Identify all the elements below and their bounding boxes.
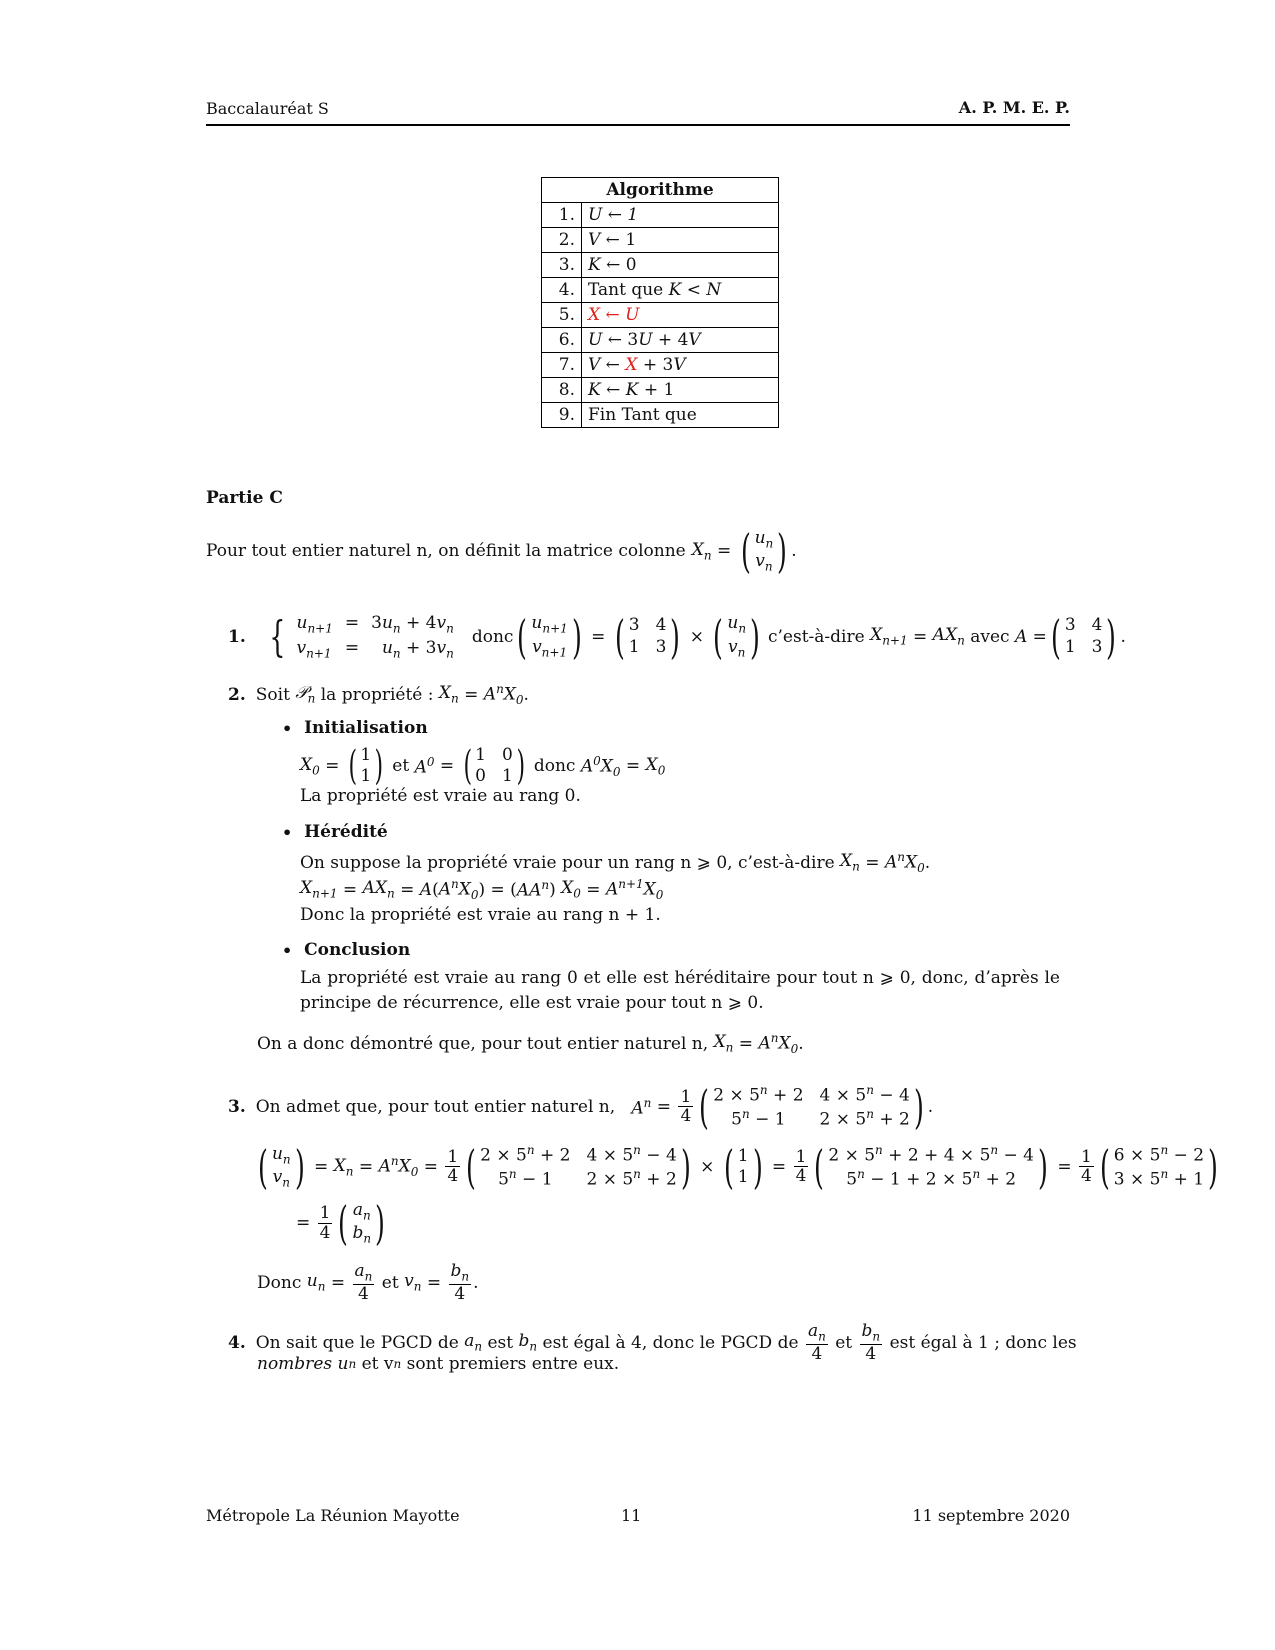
heredity-line-2: $X_{n+1}$ = $AX_n$ = A ( $A^nX_0$ ) = ( $AA^n$ ) $X_0$ = $A^{n+1}X_0$ <box>300 877 664 903</box>
algorithm-title: Algorithme <box>542 178 779 203</box>
q2-final: On a donc démontré que, pour tout entier naturel n, $X_n$ = $A^nX_0$ . <box>257 1031 804 1057</box>
row-code: V ← 1 <box>582 228 779 253</box>
q4-text-e: est égal à 1 ; donc les <box>889 1332 1077 1353</box>
section-title: Partie C <box>206 488 283 508</box>
footer-right: 11 septembre 2020 <box>912 1506 1070 1525</box>
conclusion-line-2: principe de récurrence, elle est vraie pour tout n ⩾ 0. <box>300 993 764 1013</box>
donc-text: Donc <box>257 1272 302 1293</box>
cad-text: c’est-à-dire <box>768 626 865 647</box>
heredity-heading: • Hérédité <box>282 822 388 842</box>
row-code: U ← 3U + 4V <box>582 328 779 353</box>
footer-left: Métropole La Réunion Mayotte <box>206 1506 460 1525</box>
q-number: 4. <box>228 1332 246 1353</box>
intro-text: Pour tout entier naturel n, on définit la matrice colonne <box>206 541 686 562</box>
header-left: Baccalauréat S <box>206 99 329 118</box>
q4-text-d: et <box>835 1332 853 1353</box>
question-2: 2. Soit 𝒫$_n$ la propriété : $X_n$ = $A^nX_0$ . <box>228 682 529 708</box>
q3-derivation: ( $u_n$ $v_n$ ) = $X_n$ = $A^nX_0$ = $\frac{1}{4}$ ( $2 \times 5^n + 2$ $4 \times 5^n - 4$ $5^n - 1$ $2 \times 5^n + 2$ ) × ( 1 1 ) = $\frac{1}{4}$ ( $2 \times 5^n + 2 + 4 \times 5^n - 4$ $5^n - 1 + 2 \times 5^n + 2$ ) = $\frac{1}{4}$ ( $6 \times 5^n - 2$ $3 \times 5^n + 1$ ) <box>258 1139 1219 1194</box>
table-row <box>542 378 779 403</box>
q3-result: Donc $u_n$ = $\frac{a_n}{4}$ et $v_n$ = $\frac{b_n}{4}$ . <box>257 1261 479 1304</box>
conclusion-heading: • Conclusion <box>282 940 411 960</box>
q4-text-2: nombres u <box>257 1354 349 1374</box>
question-1: 1. { $u_{n+1}$ = $3u_n + 4v_n$ $v_{n+1}$ = $u_n + 3v_n$ donc ( $u_{n+1}$ $v_{n+1}$ ) = ( 3 4 1 3 ) × ( $u_n$ $v_n$ ) c’est-à-dire $X_{n+1}$ = $AX_n$ avec A = ( 3 4 1 3 ) . <box>228 609 1126 664</box>
row-code: Fin Tant que <box>582 403 779 428</box>
row-number: 4. <box>542 278 582 303</box>
row-code: X ← U <box>582 303 779 328</box>
table-row <box>542 203 779 228</box>
final-text: On a donc démontré que, pour tout entier naturel n, <box>257 1033 709 1054</box>
question-4-line-2: nombres u n et v n sont premiers entre eux. <box>257 1354 620 1374</box>
q3-derivation-2: = $\frac{1}{4}$ ( $a_n$ $b_n$ ) <box>296 1196 385 1251</box>
table-row <box>542 278 779 303</box>
q4-text-b: est <box>487 1332 514 1353</box>
row-number: 9. <box>542 403 582 428</box>
row-code: Tant que K < N <box>582 278 779 303</box>
q-number: 2. <box>228 684 246 705</box>
q4-text-c: est égal à 4, donc le PGCD de <box>542 1332 799 1353</box>
q4-text-a: On sait que le PGCD de <box>255 1332 459 1353</box>
table-row <box>542 303 779 328</box>
q3-text: On admet que, pour tout entier naturel n, <box>255 1096 616 1117</box>
table-row <box>542 228 779 253</box>
header-rule <box>206 124 1070 126</box>
prop-text: la propriété : <box>320 684 434 705</box>
et-text: et <box>392 756 410 777</box>
donc-text: donc <box>533 756 576 777</box>
heredity-title: Hérédité <box>304 822 388 842</box>
init-title: Initialisation <box>304 718 428 738</box>
et-text: et <box>381 1272 399 1293</box>
question-3: 3. On admet que, pour tout entier naturel n, $A^n$ = $\frac{1}{4}$ ( $2 \times 5^n + 2$ $4 \times 5^n - 4$ $5^n - 1$ $2 \times 5^n + 2$ ) . <box>228 1079 934 1134</box>
heredity-text: On suppose la propriété vraie pour un rang n ⩾ 0, c’est-à-dire <box>300 852 835 873</box>
row-code: K ← K + 1 <box>582 378 779 403</box>
row-number: 2. <box>542 228 582 253</box>
q4-text-3: et v <box>361 1354 394 1374</box>
header-right: A. P. M. E. P. <box>958 98 1070 117</box>
soit-text: Soit <box>255 684 290 705</box>
donc-text: donc <box>471 626 514 647</box>
q-number: 1. <box>228 626 246 647</box>
row-number: 6. <box>542 328 582 353</box>
row-code: K ← 0 <box>582 253 779 278</box>
conclusion-line-1: La propriété est vraie au rang 0 et elle est héréditaire pour tout n ⩾ 0, donc, d’après le <box>300 968 1060 988</box>
row-number: 3. <box>542 253 582 278</box>
conclusion-title: Conclusion <box>304 940 411 960</box>
table-row <box>542 253 779 278</box>
init-formula: $X_0$ = ( 1 1 ) et $A^0$ = ( 1 0 0 1 ) donc $A^0X_0$ = $X_0$ <box>300 743 666 790</box>
init-heading: • Initialisation <box>282 718 428 738</box>
q4-text-4: sont premiers entre eux. <box>406 1354 620 1374</box>
init-conclusion: La propriété est vraie au rang 0. <box>300 786 581 806</box>
row-number: 8. <box>542 378 582 403</box>
table-row <box>542 403 779 428</box>
q-number: 3. <box>228 1096 246 1117</box>
heredity-conclusion: Donc la propriété est vraie au rang n + 1. <box>300 905 661 925</box>
row-number: 1. <box>542 203 582 228</box>
page-number: 11 <box>621 1506 642 1525</box>
heredity-line-1: On suppose la propriété vraie pour un rang n ⩾ 0, c’est-à-dire $X_n$ = $A^nX_0$ . <box>300 850 931 876</box>
intro-line: Pour tout entier naturel n, on définit la matrice colonne $X_n$ = ( $u_n$ $v_n$ ) . <box>206 524 797 579</box>
algorithm-table <box>541 177 779 428</box>
table-row <box>542 353 779 378</box>
row-number: 7. <box>542 353 582 378</box>
avec-text: avec <box>970 626 1010 647</box>
table-row <box>542 328 779 353</box>
question-4: 4. On sait que le PGCD de $a_n$ est $b_n$ est égal à 4, donc le PGCD de $\frac{a_n}{4}$ et $\frac{b_n}{4}$ est égal à 1 ; donc les <box>228 1321 1077 1364</box>
row-code: U ← 1 <box>582 203 779 228</box>
row-code: V ← X + 3V <box>582 353 779 378</box>
row-number: 5. <box>542 303 582 328</box>
